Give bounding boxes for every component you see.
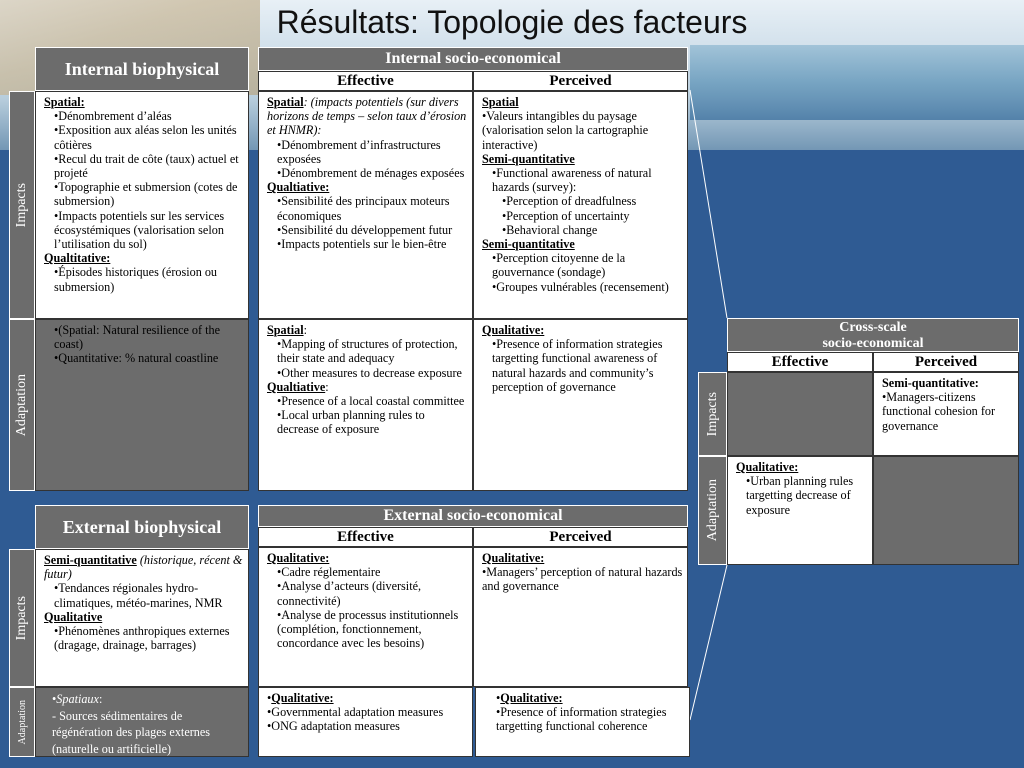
cell-heading: Qualitative: [482, 323, 545, 337]
list-item: •Local urban planning rules to decrease of exposure [277, 408, 425, 437]
cross-scale-impacts-label: Impacts [698, 372, 727, 456]
cross-scale-effective-header: Effective [727, 352, 873, 372]
list-item: •Other measures to decrease exposure [277, 365, 462, 380]
cross-scale-perceived-header: Perceived [873, 352, 1019, 372]
cross-scale-header-line1: Cross-scale [839, 320, 907, 335]
external-biophysical-header: External biophysical [35, 505, 249, 549]
external-socio-effective-header: Effective [258, 527, 473, 547]
cross-scale-effective-adaptation-cell [727, 456, 873, 565]
list-item: •Impacts potentiels sur le bien-être [277, 237, 447, 252]
cell-heading: Semi-quantitative [482, 237, 575, 252]
cell-heading: Semi-quantitative [44, 553, 137, 567]
list-item: •Analyse d’acteurs (diversité, connectivité) [277, 579, 422, 608]
cross-scale-header-line2: socio-economical [822, 336, 924, 351]
external-bio-impacts-label: Impacts [9, 549, 35, 687]
list-item: •Managers’ perception of natural hazards and governance [482, 565, 683, 594]
internal-bio-adaptation-cell [35, 319, 249, 491]
list-item: •Behavioral change [502, 222, 598, 237]
cross-scale-perceived-adaptation-cell [873, 456, 1019, 565]
cell-heading: Qualitative: [271, 691, 334, 705]
list-item: Spatiaux [56, 692, 99, 706]
cross-scale-effective-impacts-cell [727, 372, 873, 456]
internal-biophysical-header: Internal biophysical [35, 47, 249, 91]
external-bio-adaptation-label: Adaptation [9, 687, 35, 757]
cell-heading: Semi-quantitative [482, 151, 575, 166]
internal-bio-adaptation-label: Adaptation [9, 319, 35, 491]
external-socio-perceived-impacts-cell [473, 547, 688, 687]
external-bio-adaptation-cell: •Spatiaux: - Sources sédimentaires de régénération des plages externes (naturelle ou artificielle) [35, 687, 249, 757]
list-item: •Sensibilité des principaux moteurs économiques [277, 194, 450, 223]
cell-heading: Qualtiative: [267, 180, 330, 195]
external-socio-perceived-header: Perceived [473, 527, 688, 547]
list-item: •Sensibilité du développement futur [277, 222, 453, 237]
list-item: •(Spatial: Natural resilience of the coast) [54, 323, 221, 352]
cell-heading: Spatial [267, 95, 304, 109]
cell-heading: Qualitative: [736, 460, 799, 474]
list-item: •Exposition aux aléas selon les unités côtières [54, 123, 237, 152]
list-item: •Managers-citizens functional cohesion for governance [882, 390, 996, 433]
internal-socio-perceived-header: Perceived [473, 71, 688, 91]
list-item: •Quantitative: % natural coastline [54, 351, 219, 366]
cell-heading: Qualtitative: [44, 251, 111, 266]
internal-socio-header: Internal socio-economical [258, 47, 688, 71]
internal-socio-effective-adaptation-cell: Spatial: •Mapping of structures of protection, their state and adequacy •Other measures to decrease exposure Qualtiative: •Presence of a local coastal committee •Local urban planning rules to decrease of exposure [258, 319, 473, 491]
cross-scale-adaptation-label: Adaptation [698, 456, 727, 565]
slide-title: Résultats: Topologie des facteurs [276, 4, 748, 40]
list-item: •Mapping of structures of protection, their state and adequacy [277, 337, 458, 366]
list-item: •Groupes vulnérables (recensement) [492, 279, 669, 294]
list-item: •Perception of uncertainty [502, 208, 630, 223]
cell-heading: Qualtiative [267, 379, 326, 394]
list-item: •Presence of a local coastal committee [277, 394, 465, 409]
list-item: •Recul du trait de côte (taux) actuel et projeté [54, 151, 239, 181]
cross-scale-perceived-impacts-cell [873, 372, 1019, 456]
list-item: •Impacts potentiels sur les services écosystémiques (valorisation selon l’utilisation du sol) [54, 208, 225, 252]
external-bio-impacts-cell [35, 549, 249, 687]
list-item: •Dénombrement d’infrastructures exposées [277, 137, 441, 166]
cell-heading: Spatial [267, 323, 304, 337]
internal-socio-perceived-impacts-cell [473, 91, 688, 319]
list-item: •Functional awareness of natural hazards (survey): [492, 166, 652, 195]
internal-bio-impacts-cell [35, 91, 249, 319]
cell-heading: Spatial: [44, 95, 85, 109]
list-item: •Phénomènes anthropiques externes (dragage, drainage, barrages) [54, 624, 230, 653]
list-item: •Governmental adaptation measures [267, 705, 444, 720]
internal-socio-effective-header: Effective [258, 71, 473, 91]
list-item: •Épisodes historiques (érosion ou submersion) [54, 265, 218, 294]
internal-socio-effective-impacts-cell [258, 91, 473, 319]
cell-heading: Qualitative [44, 609, 103, 624]
list-item: - Sources sédimentaires de régénération des plages externes (naturelle ou artificielle) [52, 708, 211, 756]
external-socio-effective-impacts-cell [258, 547, 473, 687]
cell-heading: Qualitative: [482, 551, 545, 565]
list-item: •Analyse de processus institutionnels (complétion, fonctionnement, concordance avec les besoins) [277, 607, 459, 651]
list-item: •Presence of information strategies targetting functional coherence [496, 705, 667, 734]
list-item: •Dénombrement d’aléas [54, 109, 172, 124]
external-socio-effective-adaptation-cell: •Qualitative: •Governmental adaptation measures •ONG adaptation measures [258, 687, 473, 757]
list-item: •Cadre réglementaire [277, 565, 381, 580]
internal-socio-perceived-adaptation-cell [473, 319, 688, 491]
list-item: •Perception of dreadfulness [502, 194, 637, 209]
cell-heading: Semi-quantitative: [882, 376, 979, 390]
external-socio-header: External socio-economical [258, 505, 688, 527]
list-item: •Dénombrement de ménages exposées [277, 166, 465, 181]
internal-bio-impacts-label: Impacts [9, 91, 35, 319]
list-item: •Urban planning rules targetting decrease of exposure [746, 474, 854, 517]
list-item: •Presence of information strategies targetting functional awareness of natural hazards and community’s perception of governance [492, 337, 663, 394]
cell-heading-note: (historique, récent & futur) [44, 553, 243, 582]
list-item: •Valeurs intangibles du paysage (valorisation selon la cartographie interactive) [482, 109, 649, 152]
cell-heading-note: : (impacts potentiels (sur divers horizons de temps – selon taux d’érosion et HNMR): [267, 95, 467, 138]
list-item: •ONG adaptation measures [267, 719, 400, 734]
list-item: •Perception citoyenne de la gouvernance (sondage) [492, 251, 626, 280]
cell-heading: Spatial [482, 95, 519, 109]
cell-heading: Qualitative: [267, 551, 330, 565]
cell-heading: Qualitative: [500, 691, 563, 705]
list-item: •Tendances régionales hydro-climatiques, météo-marines, NMR [54, 581, 223, 610]
list-item: •Topographie et submersion (cotes de submersion) [54, 180, 238, 209]
cross-scale-header [727, 318, 1019, 352]
external-socio-perceived-adaptation-cell: •Qualitative: •Presence of information strategies targetting functional coherence [475, 687, 690, 757]
